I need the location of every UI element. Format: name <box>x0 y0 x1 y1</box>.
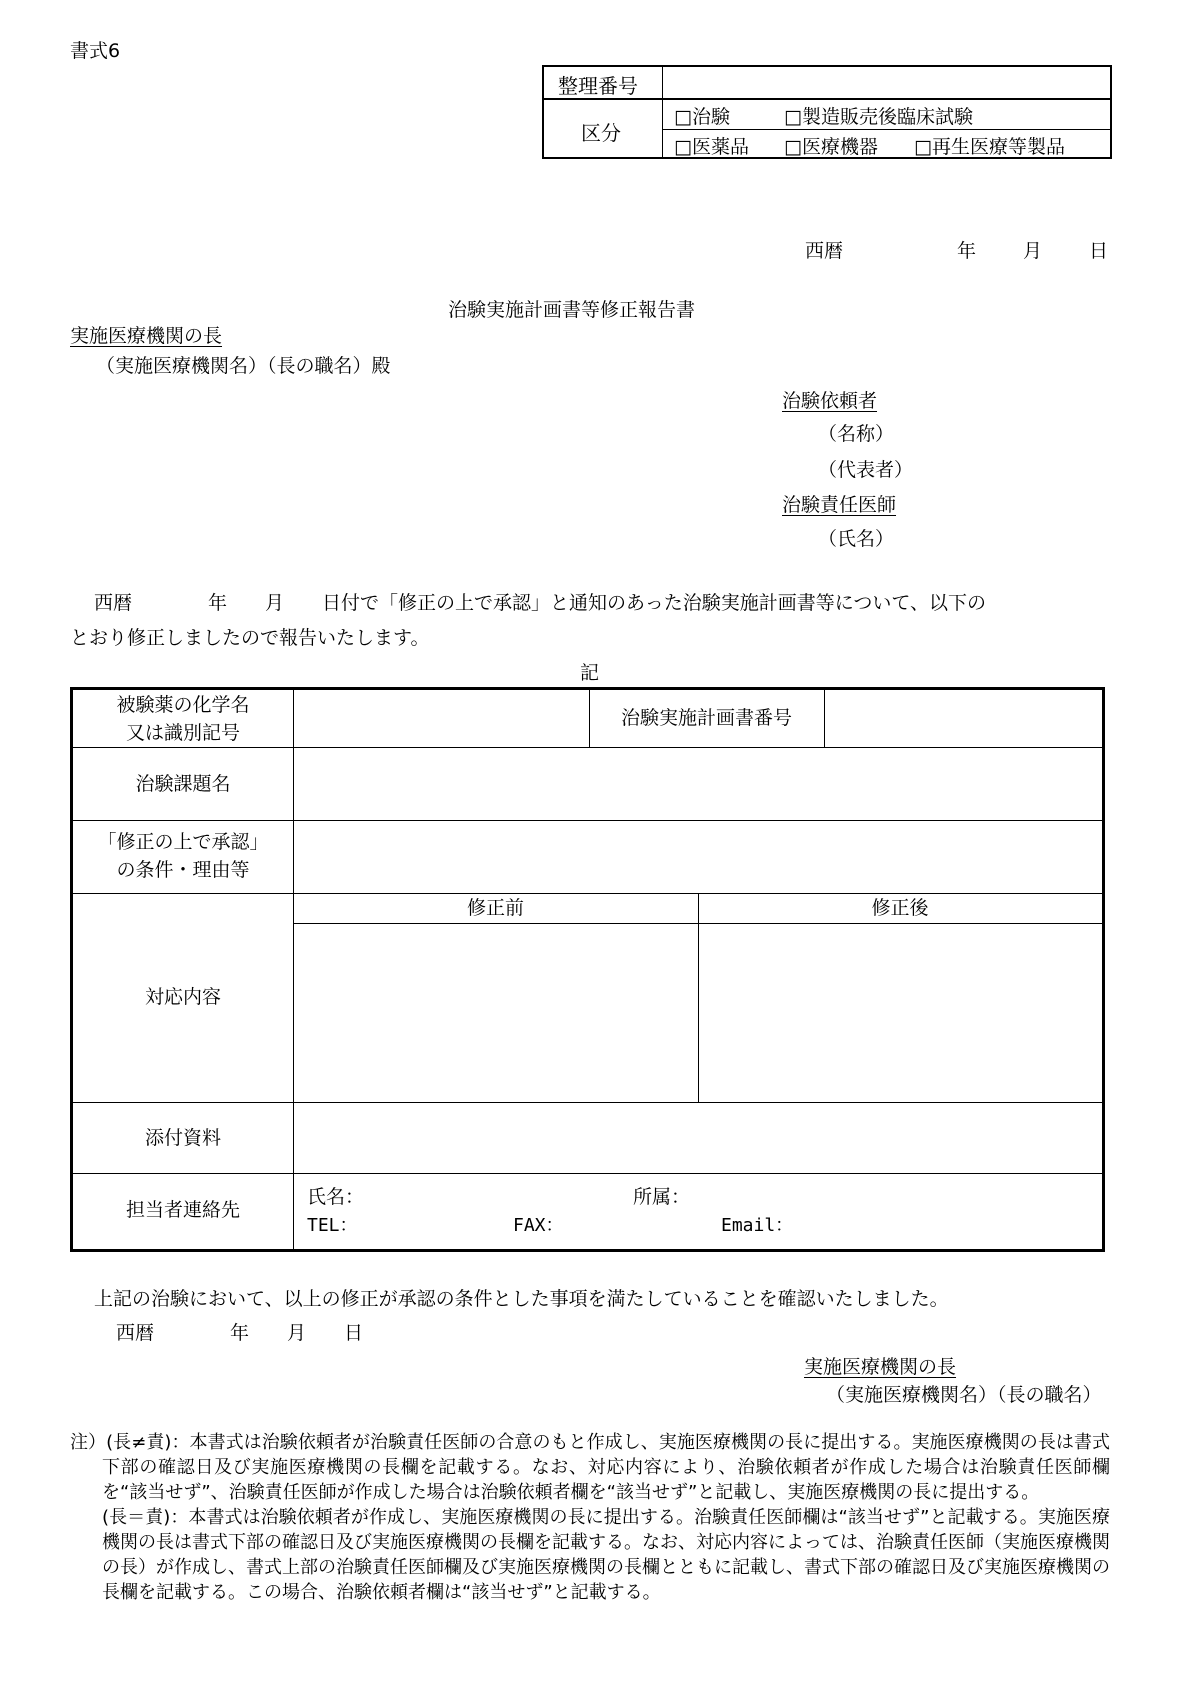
report-table <box>70 687 1105 1252</box>
date-year: 年 <box>957 240 977 262</box>
contact-fax-label: FAX： <box>513 1215 564 1236</box>
date-month: 月 <box>1023 240 1043 262</box>
trial-subject-field[interactable] <box>294 748 1102 820</box>
form-number: 書式6 <box>70 40 121 62</box>
option-regenerative-product[interactable]: □再生医療等製品 <box>914 136 1065 158</box>
condition-field[interactable] <box>294 821 1102 893</box>
note-paragraph-2: (長＝責)：本書式は治験依頼者が作成し、実施医療機関の長に提出する。治験責任医師欄は“該当せず”と記載する。実施医療機関の長は書式下部の確認日及び実施医療機関の長欄を記載する。なお、対応内容によっては、治験責任医師（実施医療機関の長）が作成し、書式上部の治験責任医師欄及び実施医療機関の長欄とともに記載し、書式下部の確認日及び実施医療機関の長欄を記載する。この場合、治験依頼者欄は“該当せず”と記載する。 <box>102 1507 1110 1603</box>
contact-name-label: 氏名： <box>307 1186 365 1208</box>
date-day: 日 <box>1089 240 1109 262</box>
confirm-date: 西暦 年 月 日 <box>116 1322 364 1344</box>
response-label: 対応内容 <box>144 986 221 1008</box>
note-paragraph-1: 注）(長≠責)：本書式は治験依頼者が治験責任医師の合意のもと作成し、実施医療機関の長に提出する。実施医療機関の長は書式下部の確認日及び実施医療機関の長欄を記載する。なお、対応内容により、治験依頼者が作成した場合は治験責任医師欄を“該当せず”、治験責任医師が作成した場合は治験依頼者欄を“該当せず”と記載し、実施医療機関の長に提出する。 <box>70 1432 1110 1503</box>
header-box <box>542 65 1112 159</box>
trial-subject-label: 治験課題名 <box>135 773 231 795</box>
body-line-1: 西暦 年 月 日付で「修正の上で承認」と通知のあった治験実施計画書等について、以下の <box>94 592 987 614</box>
confirm-signer-title: 実施医療機関の長 <box>804 1356 957 1378</box>
body-line-2: とおり修正しましたので報告いたします。 <box>70 627 430 649</box>
investigator-label: 治験責任医師 <box>782 494 897 516</box>
drug-label-line-1: 被験薬の化学名 <box>116 694 250 716</box>
option-medical-device[interactable]: □医療機器 <box>784 136 878 158</box>
condition-label-line-2: の条件・理由等 <box>116 859 250 881</box>
contact-label: 担当者連絡先 <box>125 1199 240 1221</box>
addressee-org: （実施医療機関名）（長の職名）殿 <box>96 355 391 377</box>
option-clinical-trial[interactable]: □治験 <box>674 106 730 128</box>
contact-affiliation-label: 所属： <box>633 1186 691 1208</box>
contact-email-label: Email： <box>721 1215 794 1236</box>
contact-tel-label: TEL： <box>307 1215 358 1236</box>
drug-label-line-2: 又は識別記号 <box>125 722 240 744</box>
protocol-number-field[interactable] <box>825 690 1102 747</box>
before-field[interactable] <box>294 924 698 1102</box>
option-drug[interactable]: □医薬品 <box>674 136 749 158</box>
after-label: 修正後 <box>871 897 929 919</box>
after-field[interactable] <box>699 924 1102 1102</box>
protocol-number-label: 治験実施計画書番号 <box>620 707 792 729</box>
category-label: 区分 <box>581 121 621 145</box>
date-era: 西暦 <box>805 240 844 262</box>
sponsor-name-label: （名称） <box>818 423 895 445</box>
drug-name-field[interactable] <box>294 690 589 747</box>
attachment-field[interactable] <box>294 1103 1102 1173</box>
option-post-marketing-trial[interactable]: □製造販売後臨床試験 <box>784 106 973 128</box>
sponsor-rep-label: （代表者） <box>818 459 914 481</box>
condition-label-line-1: 「修正の上で承認」 <box>97 831 269 853</box>
ref-number-label: 整理番号 <box>558 74 638 98</box>
addressee-title: 実施医療機関の長 <box>70 325 223 347</box>
page-title: 治験実施計画書等修正報告書 <box>448 299 696 321</box>
ki-heading: 記 <box>580 662 600 684</box>
confirm-text: 上記の治験において、以上の修正が承認の条件とした事項を満たしていることを確認いたしました。 <box>94 1288 949 1310</box>
confirm-signer-org: （実施医療機関名）（長の職名） <box>826 1384 1102 1406</box>
sponsor-label: 治験依頼者 <box>782 390 878 412</box>
ref-number-field[interactable] <box>714 67 1114 98</box>
notes <box>70 1430 1110 1605</box>
before-label: 修正前 <box>466 897 524 919</box>
attachment-label: 添付資料 <box>144 1127 221 1149</box>
investigator-name-label: （氏名） <box>818 528 895 550</box>
